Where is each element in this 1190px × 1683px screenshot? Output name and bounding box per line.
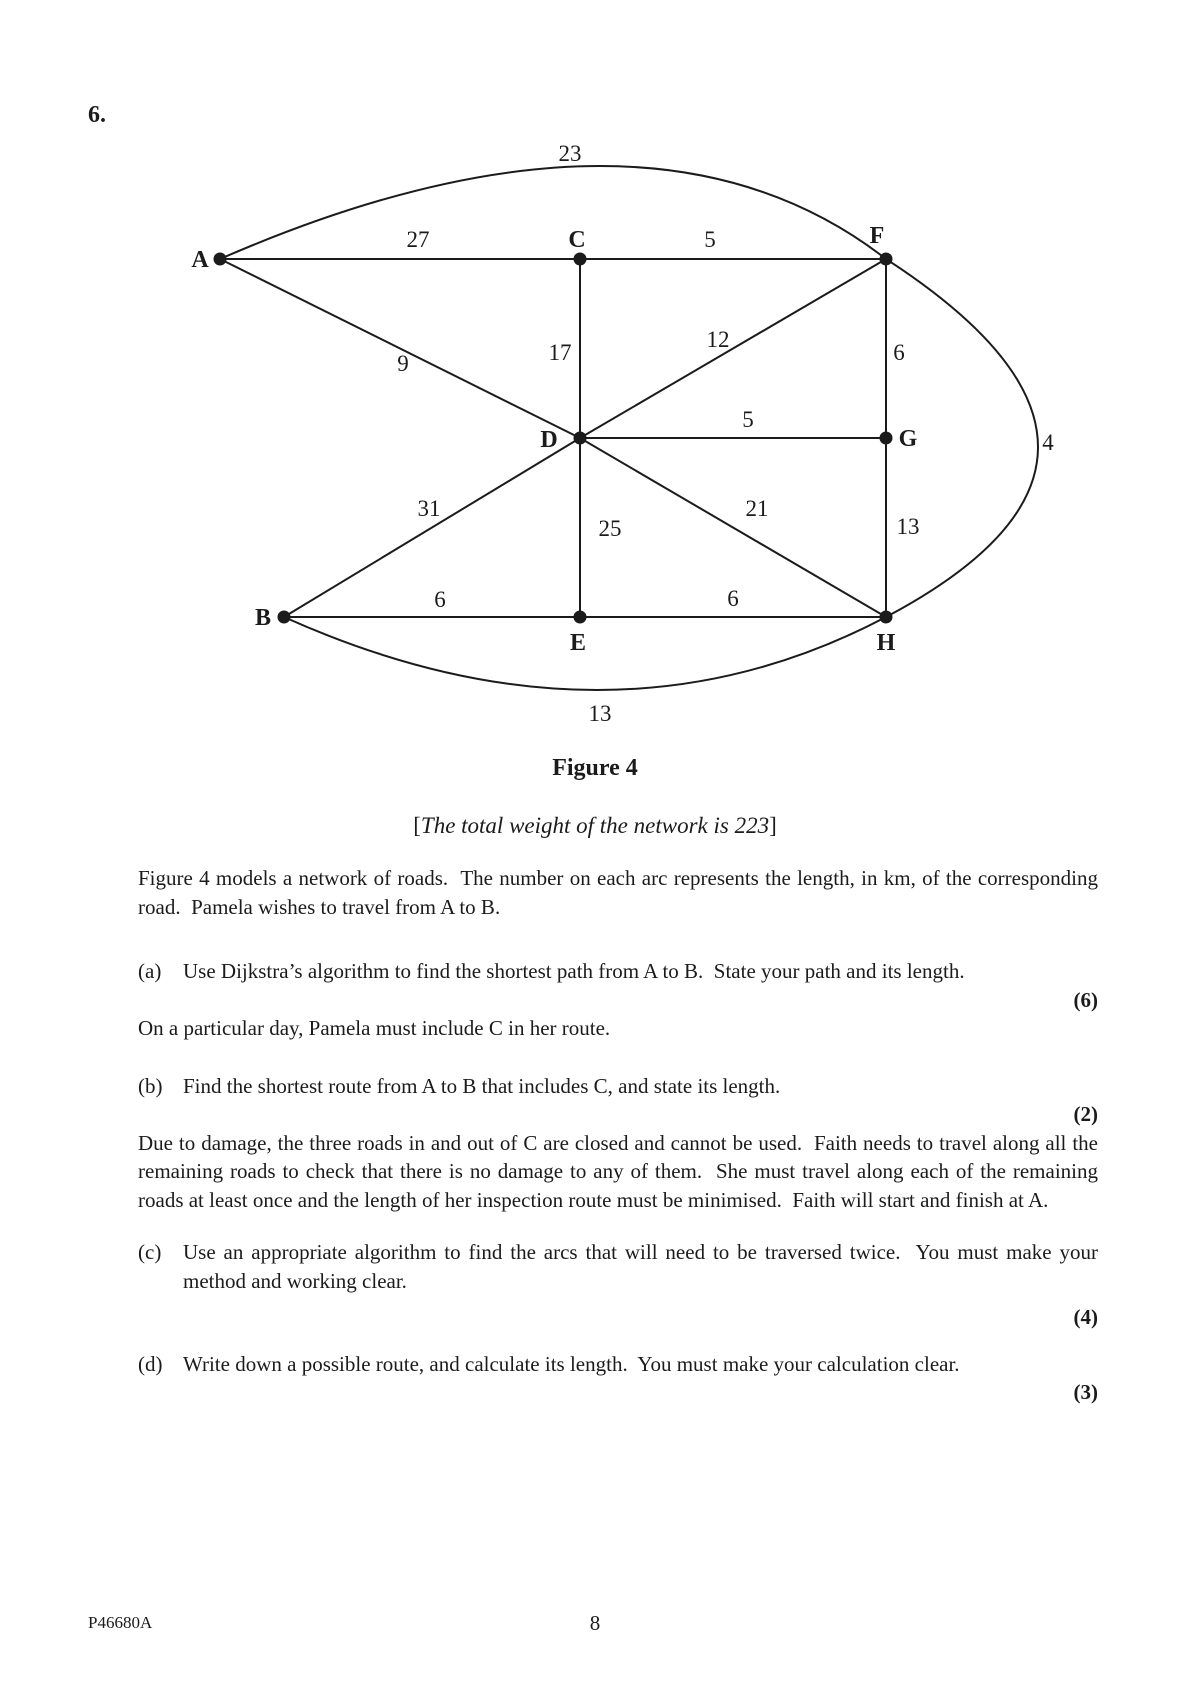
edge-BH-weight: 13 — [588, 701, 612, 726]
page-number: 8 — [589, 1611, 601, 1635]
part-c-text: Use an appropriate algorithm to find the arcs that will need to be traversed twice. You must make your method and working clear. — [183, 1240, 1104, 1293]
part-c-label: (c) — [138, 1240, 162, 1264]
edge-BD-line — [284, 438, 580, 617]
edge-FG-weight: 6 — [893, 340, 905, 365]
node-E-label: E — [569, 630, 587, 656]
part-d-label: (d) — [138, 1351, 163, 1376]
mid-paragraph-2: Due to damage, the three roads in and out of C are closed and cannot be used. Faith needs to travel along all the remaining roads to check that there is no damage to any of them. She must travel along each of the remaining roads at least once and the length of her inspection route must be minimised. Faith will start and finish at A. — [138, 1130, 1104, 1212]
figure-note-open-bracket: [ — [413, 813, 421, 838]
edge-AF-line — [220, 166, 886, 259]
part-a-label: (a) — [138, 959, 162, 983]
node-C-label: C — [568, 227, 586, 253]
edge-AD-weight: 9 — [397, 351, 409, 376]
node-A-dot — [214, 253, 227, 266]
part-d-marks: (3) — [1073, 1380, 1098, 1404]
edge-AF-weight: 23 — [558, 141, 582, 166]
intro-paragraph: Figure 4 models a network of roads. The number on each arc represents the length, in km, of the corresponding road. Pamela wishes to travel from A to B. — [138, 866, 1104, 919]
network-figure — [0, 0, 1190, 745]
question-part-c — [138, 1238, 1104, 1295]
edge-CF-weight: 5 — [704, 227, 716, 252]
part-a-text: Use Dijkstra’s algorithm to find the shortest path from A to B. State your path and its length. — [183, 959, 965, 983]
node-C-dot — [574, 253, 587, 266]
part-b-label: (b) — [138, 1073, 163, 1098]
edge-DE-weight: 25 — [598, 516, 622, 541]
part-b-text: Find the shortest route from A to B that includes C, and state its length. — [183, 1073, 781, 1098]
figure-note-text: The total weight of the network is 223 — [420, 813, 770, 838]
edge-AD-line — [220, 259, 580, 438]
question-number: 6. — [88, 102, 106, 128]
node-E-dot — [574, 611, 587, 624]
edge-DH-weight: 21 — [745, 496, 769, 521]
node-H-label: H — [876, 630, 896, 656]
question-part-d — [138, 1350, 1098, 1379]
edge-EH-weight: 6 — [727, 586, 739, 611]
node-B-dot — [278, 611, 291, 624]
edge-DG-weight: 5 — [742, 407, 754, 432]
edge-BE-weight: 6 — [434, 587, 446, 612]
part-d-text: Write down a possible route, and calculate its length. You must make your calculation clear. — [183, 1351, 960, 1376]
node-A-label: A — [191, 247, 209, 273]
mid-paragraph-1: On a particular day, Pamela must include C in her route. — [138, 1016, 611, 1040]
edge-BD-weight: 31 — [417, 496, 441, 521]
node-G-label: G — [898, 426, 918, 452]
figure-caption: Figure 4 — [552, 755, 638, 781]
figure-note-close-bracket: ] — [769, 813, 777, 838]
question-text-column — [138, 864, 1104, 1407]
part-b-marks: (2) — [1073, 1102, 1098, 1126]
figure-note — [0, 814, 1190, 837]
node-H-dot — [880, 611, 893, 624]
question-part-a — [138, 957, 1098, 986]
node-G-dot — [880, 432, 893, 445]
part-a-marks: (6) — [1073, 987, 1098, 1012]
node-B-label: B — [254, 605, 272, 631]
node-D-dot — [574, 432, 587, 445]
node-F-label: F — [869, 223, 885, 249]
edge-FH-weight: 4 — [1042, 430, 1054, 455]
edge-DF-line — [580, 259, 886, 438]
paper-code: P46680A — [88, 1613, 153, 1632]
part-c-marks: (4) — [1073, 1305, 1098, 1329]
node-D-label: D — [540, 427, 558, 453]
question-part-b — [138, 1072, 1098, 1101]
edge-GH-weight: 13 — [896, 514, 920, 539]
edge-AC-weight: 27 — [406, 227, 430, 252]
edge-DF-weight: 12 — [706, 327, 730, 352]
edge-CD-weight: 17 — [548, 340, 572, 365]
node-F-dot — [880, 253, 893, 266]
